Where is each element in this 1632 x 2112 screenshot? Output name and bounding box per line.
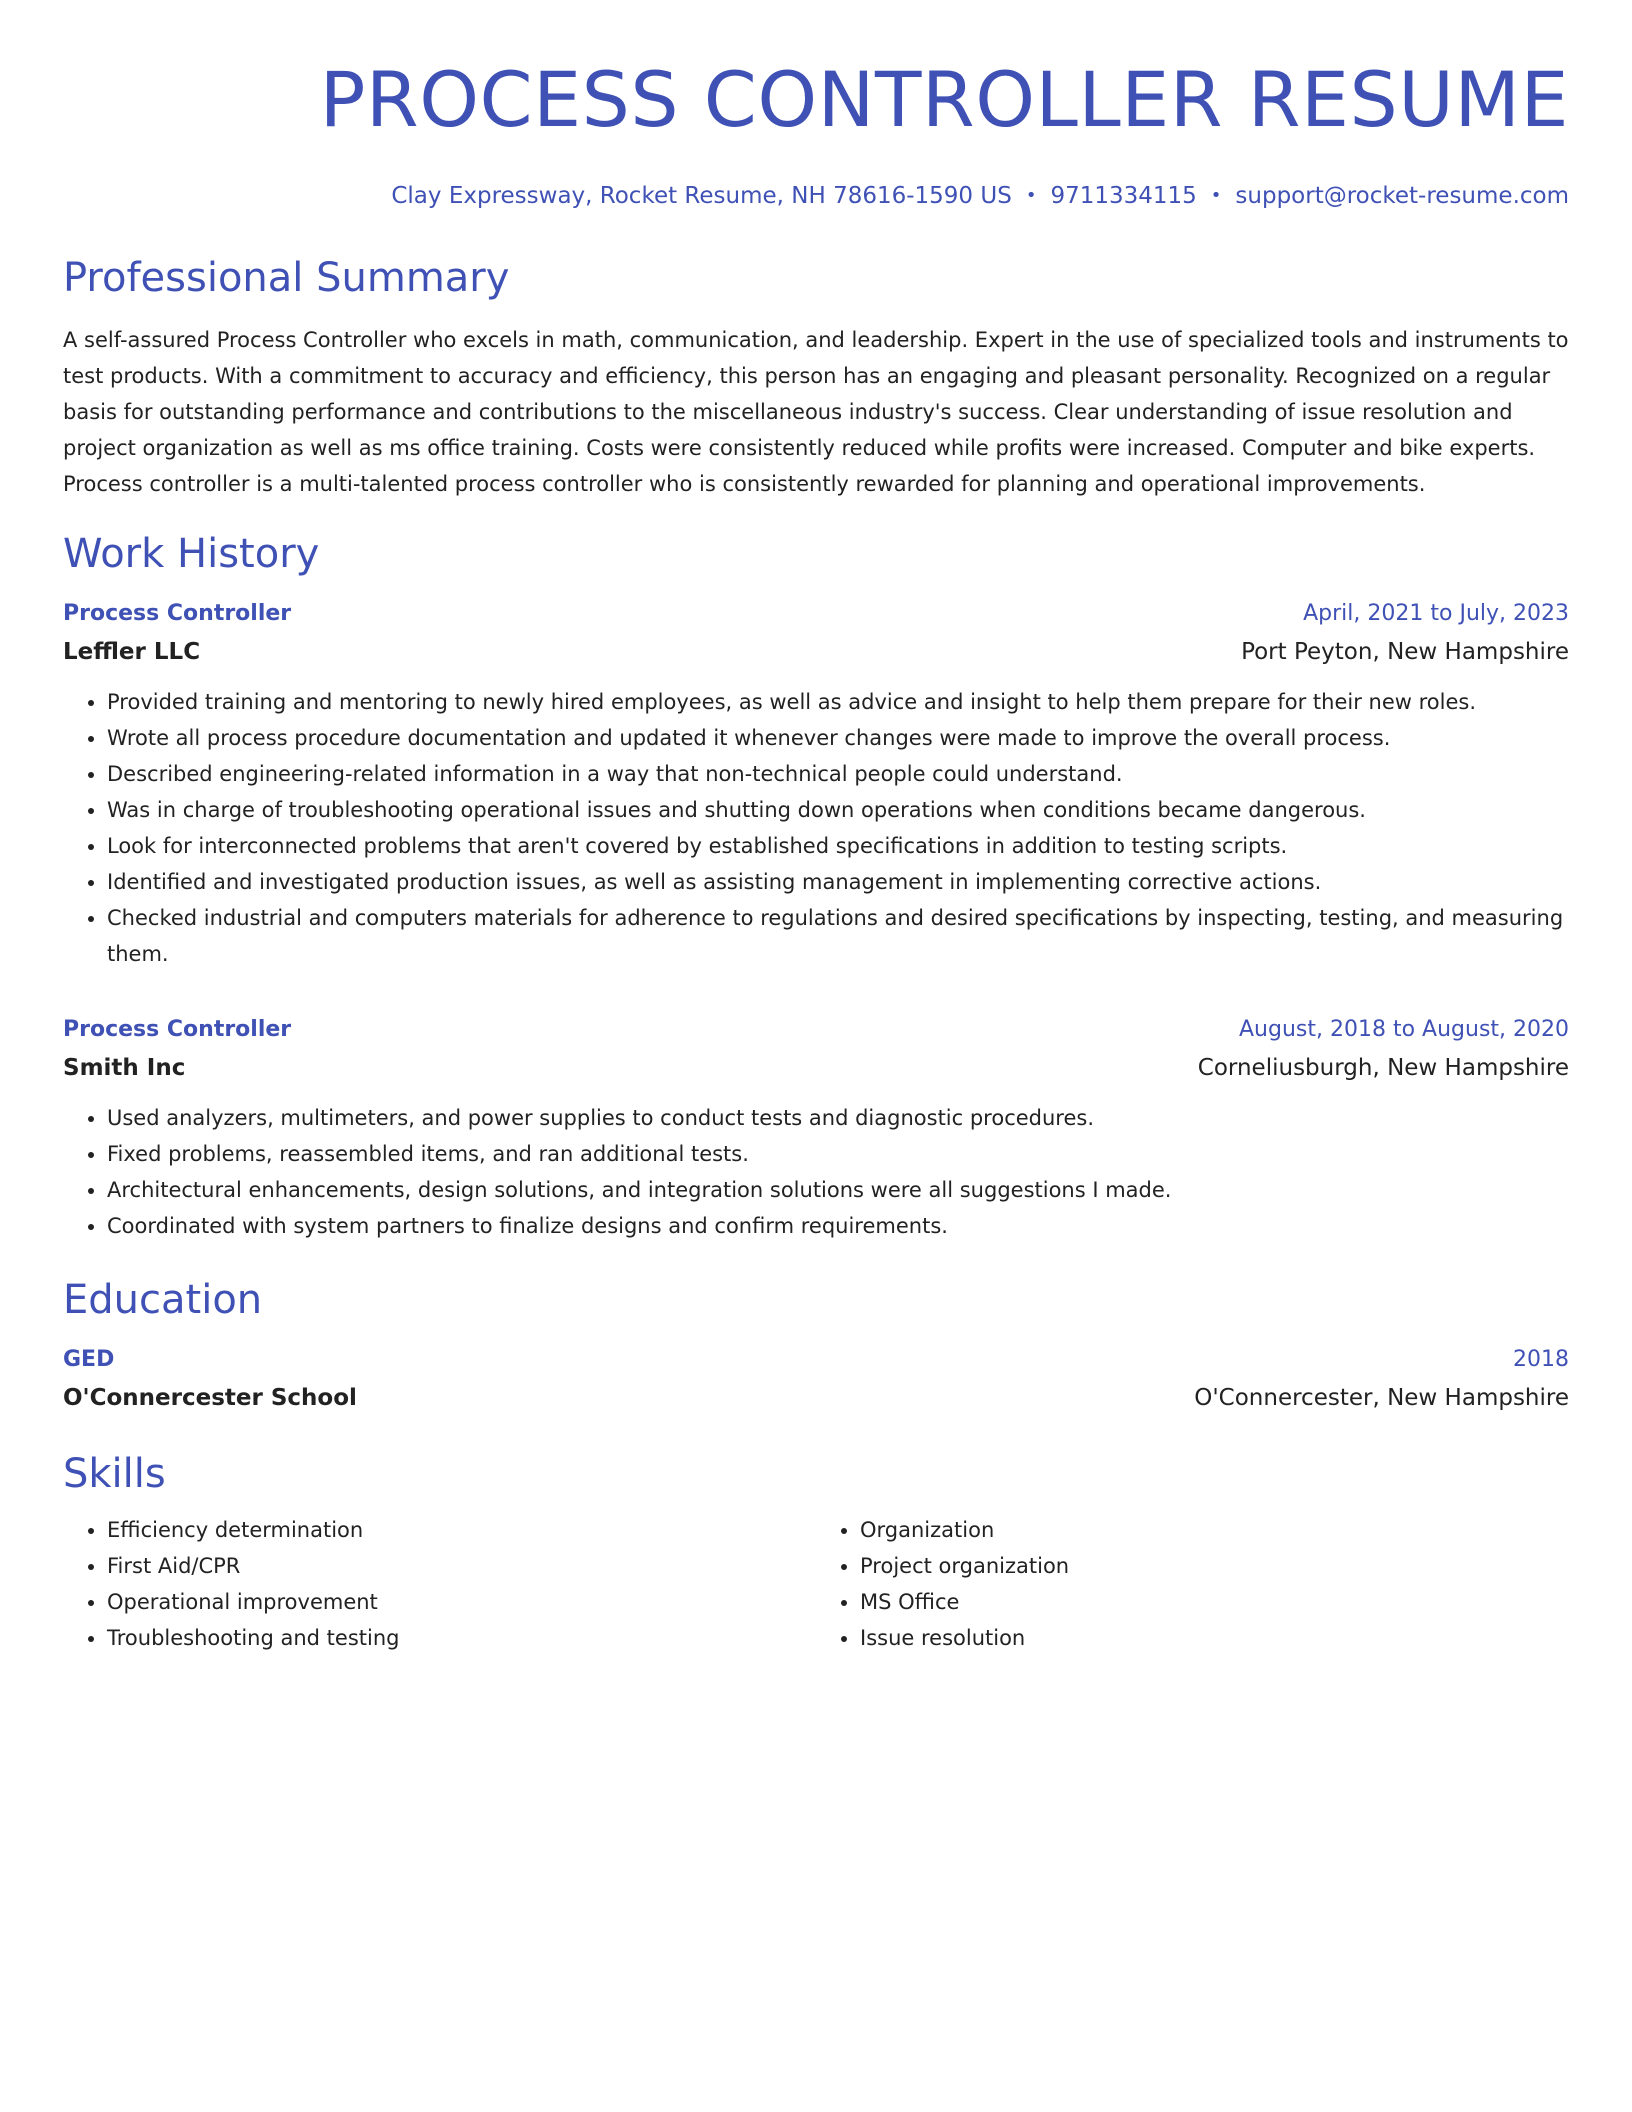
job-bullet: • Coordinated with system partners to finalize designs and confirm requirements.: [107, 1208, 1569, 1244]
education-header-row: [63, 1342, 1569, 1378]
section-heading-skills: Skills: [63, 1451, 166, 1497]
job-bullet: • Was in charge of troubleshooting operational issues and shutting down operations when conditions became dangerous.: [107, 792, 1569, 828]
job-header-row: [63, 1012, 1569, 1048]
job-location: Port Peyton, New Hampshire: [1241, 639, 1569, 665]
skill-item: • Operational improvement: [107, 1584, 816, 1620]
job-header-row: [63, 596, 1569, 632]
job-company-row: [63, 632, 1569, 672]
skill-item: • First Aid/CPR: [107, 1548, 816, 1584]
skills-grid: [63, 1512, 1569, 1656]
job-bullets: [63, 684, 1569, 972]
education-year: 2018: [1513, 1347, 1569, 1372]
section-heading-summary: Professional Summary: [63, 255, 510, 301]
contact-phone: 9711334115: [1050, 183, 1197, 209]
summary-text: A self-assured Process Controller who excels in math, communication, and leadership. Expert in the use of specialized tools and instruments to test products. With a commitment to accuracy and efficiency, this person has an engaging and pleasant personality. Recognized on a regular basis for outstanding performance and contributions to the miscellaneous industry's success. Clear understanding of issue resolution and project organization as well as ms office training. Costs were consistently reduced while profits were increased. Computer and bike experts. Process controller is a multi-talented process controller who is consistently rewarded for planning and operational improvements.: [63, 328, 1569, 496]
job-title: Process Controller: [63, 601, 292, 626]
job-entry: [63, 596, 1569, 972]
job-company: Smith Inc: [63, 1055, 186, 1081]
bullet-separator: •: [1025, 185, 1037, 206]
skill-item: • Organization: [860, 1512, 1569, 1548]
bullet-separator: •: [1210, 185, 1222, 206]
job-title: Process Controller: [63, 1017, 292, 1042]
contact-email: support@rocket-resume.com: [1235, 183, 1569, 209]
skill-item: • MS Office: [860, 1584, 1569, 1620]
education-school: O'Connercester School: [63, 1385, 357, 1411]
skill-item: • Project organization: [860, 1548, 1569, 1584]
section-heading-education: Education: [63, 1277, 263, 1323]
job-company: Leffler LLC: [63, 639, 201, 665]
job-bullet: • Used analyzers, multimeters, and power supplies to conduct tests and diagnostic procedures.: [107, 1100, 1569, 1136]
skills-column-left: [63, 1512, 816, 1656]
education-school-row: [63, 1378, 1569, 1418]
section-heading-work-history: Work History: [63, 531, 320, 577]
job-dates: August, 2018 to August, 2020: [1239, 1017, 1569, 1042]
skills-column-right: [816, 1512, 1569, 1656]
job-bullet: • Fixed problems, reassembled items, and ran additional tests.: [107, 1136, 1569, 1172]
job-bullet: • Described engineering-related information in a way that non-technical people could understand.: [107, 756, 1569, 792]
skill-item: • Issue resolution: [860, 1620, 1569, 1656]
resume-title: PROCESS CONTROLLER RESUME: [319, 55, 1569, 144]
job-dates: April, 2021 to July, 2023: [1303, 601, 1569, 626]
education-degree: GED: [63, 1347, 115, 1372]
education-location: O'Connercester, New Hampshire: [1194, 1385, 1569, 1411]
job-entry: [63, 1012, 1569, 1244]
job-bullet: • Look for interconnected problems that aren't covered by established specifications in addition to testing scripts.: [107, 828, 1569, 864]
skill-item: • Efficiency determination: [107, 1512, 816, 1548]
education-entry: [63, 1342, 1569, 1418]
job-bullet: • Identified and investigated production issues, as well as assisting management in implementing corrective actions.: [107, 864, 1569, 900]
job-company-row: [63, 1048, 1569, 1088]
skill-item: • Troubleshooting and testing: [107, 1620, 816, 1656]
job-location: Corneliusburgh, New Hampshire: [1197, 1055, 1569, 1081]
job-bullet: • Architectural enhancements, design solutions, and integration solutions were all suggestions I made.: [107, 1172, 1569, 1208]
job-bullets: [63, 1100, 1569, 1244]
contact-address: Clay Expressway, Rocket Resume, NH 78616-1590 US: [391, 183, 1012, 209]
contact-line: [63, 176, 1569, 216]
job-bullet: • Provided training and mentoring to newly hired employees, as well as advice and insight to help them prepare for their new roles.: [107, 684, 1569, 720]
job-bullet: • Checked industrial and computers materials for adherence to regulations and desired specifications by inspecting, testing, and measuring them.: [107, 900, 1569, 972]
job-bullet: • Wrote all process procedure documentation and updated it whenever changes were made to improve the overall process.: [107, 720, 1569, 756]
